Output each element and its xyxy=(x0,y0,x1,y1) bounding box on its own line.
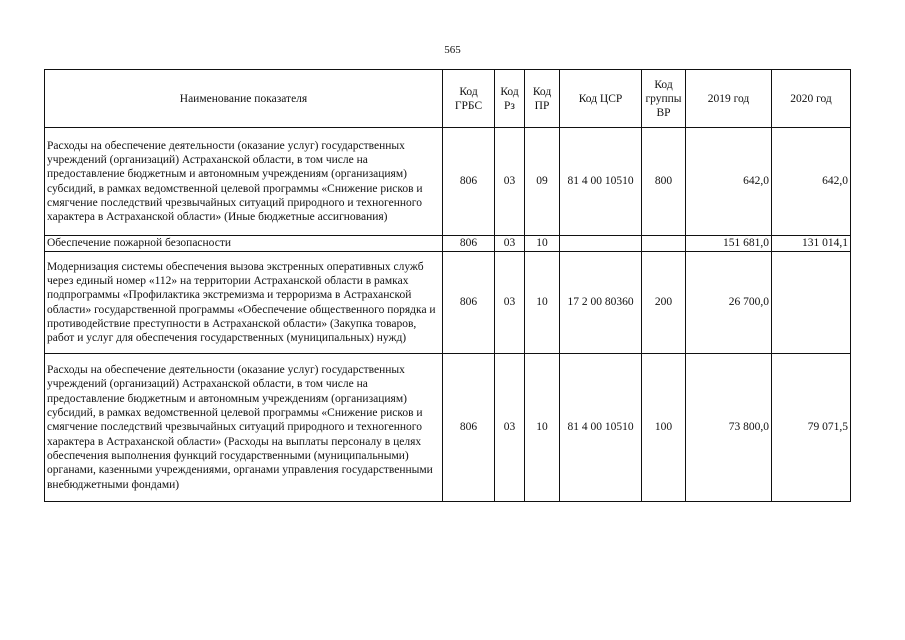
row-csr: 17 2 00 80360 xyxy=(560,252,642,354)
row-2019: 642,0 xyxy=(686,128,772,236)
header-pr: Код ПР xyxy=(525,70,560,128)
header-rz: Код Рз xyxy=(495,70,525,128)
table-row xyxy=(45,354,851,502)
row-rz: 03 xyxy=(495,128,525,236)
row-pr: 10 xyxy=(525,252,560,354)
row-csr xyxy=(560,236,642,252)
header-grbs: Код ГРБС xyxy=(443,70,495,128)
row-grbs: 806 xyxy=(443,128,495,236)
row-rz: 03 xyxy=(495,354,525,502)
row-name: Обеспечение пожарной безопасности xyxy=(45,236,443,252)
row-csr: 81 4 00 10510 xyxy=(560,128,642,236)
row-2020 xyxy=(772,252,851,354)
row-csr: 81 4 00 10510 xyxy=(560,354,642,502)
row-2019: 26 700,0 xyxy=(686,252,772,354)
table-row xyxy=(45,236,851,252)
row-name: Расходы на обеспечение деятельности (оказание услуг) государственных учреждений (организаций) Астраханской области, в том числе на предоставление бюджетным и автономным учреждениям (организациям) субсидий, в рамках ведомственной целевой программы «Снижение рисков и смягчение последствий чрезвычайных ситуаций природного и техногенного характера в Астраханской области» (Расходы на выплаты персоналу в целях обеспечения выполнения функций государственными (муниципальными) органами, казенными учреждениями, органами управления государственными внебюджетными фондами) xyxy=(45,354,443,502)
row-pr: 10 xyxy=(525,236,560,252)
row-grbs: 806 xyxy=(443,354,495,502)
row-vr: 200 xyxy=(642,252,686,354)
row-2019: 151 681,0 xyxy=(686,236,772,252)
row-grbs: 806 xyxy=(443,236,495,252)
row-rz: 03 xyxy=(495,252,525,354)
row-vr: 800 xyxy=(642,128,686,236)
table-row xyxy=(45,128,851,236)
row-name: Расходы на обеспечение деятельности (оказание услуг) государственных учреждений (организаций) Астраханской области, в том числе на предоставление бюджетным и автономным учреждениям (организациям) субсидий, в рамках ведомственной целевой программы «Снижение рисков и смягчение последствий чрезвычайных ситуаций природного и техногенного характера в Астраханской области» (Иные бюджетные ассигнования) xyxy=(45,128,443,236)
row-2019: 73 800,0 xyxy=(686,354,772,502)
header-csr: Код ЦСР xyxy=(560,70,642,128)
page-number: 565 xyxy=(444,44,461,56)
row-pr: 09 xyxy=(525,128,560,236)
table-row xyxy=(45,252,851,354)
row-pr: 10 xyxy=(525,354,560,502)
header-name: Наименование показателя xyxy=(45,70,443,128)
row-grbs: 806 xyxy=(443,252,495,354)
header-vr: Код группы ВР xyxy=(642,70,686,128)
row-2020: 642,0 xyxy=(772,128,851,236)
row-rz: 03 xyxy=(495,236,525,252)
row-2020: 79 071,5 xyxy=(772,354,851,502)
header-2020: 2020 год xyxy=(772,70,851,128)
table-header-row xyxy=(45,70,851,128)
row-vr: 100 xyxy=(642,354,686,502)
budget-table xyxy=(44,69,851,502)
row-2020: 131 014,1 xyxy=(772,236,851,252)
row-vr xyxy=(642,236,686,252)
header-2019: 2019 год xyxy=(686,70,772,128)
row-name: Модернизация системы обеспечения вызова экстренных оперативных служб через единый номер «112» на территории Астраханской области в рамках подпрограммы «Профилактика экстремизма и терроризма в Астраханской области» государственной программы «Обеспечение общественного порядка и противодействие преступности в Астраханской области» (Закупка товаров, работ и услуг для обеспечения государственных (муниципальных) нужд) xyxy=(45,252,443,354)
